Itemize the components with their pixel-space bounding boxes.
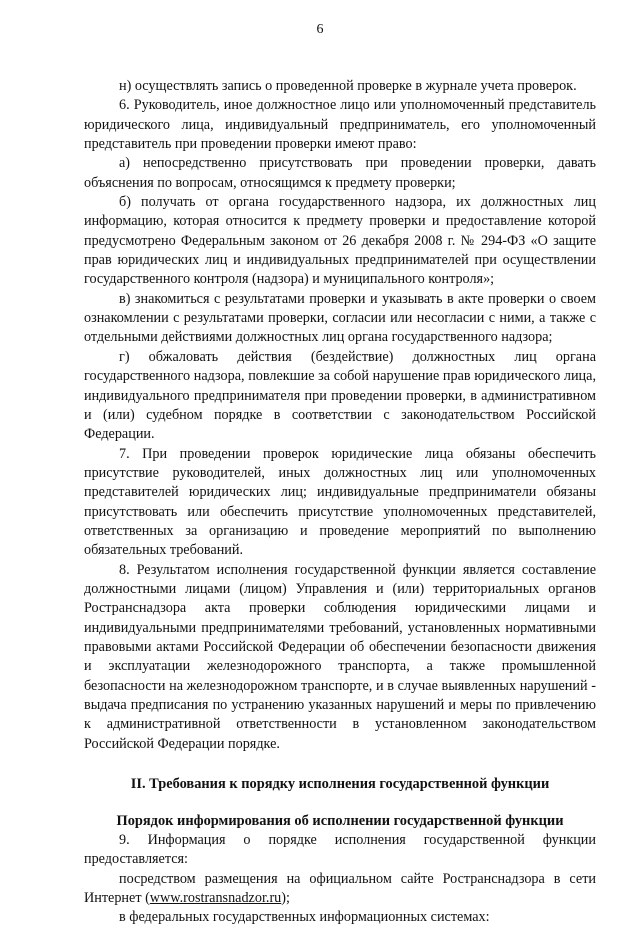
website-text-suffix: );: [281, 890, 290, 907]
paragraph-9-item-federal-systems: в федеральных государственных информационных системах:: [119, 909, 490, 926]
document-body: [84, 77, 596, 928]
paragraph-5n: н) осуществлять запись о проведенной проверке в журнале учета проверок.: [119, 78, 577, 94]
paragraph-7: 7. При проведении проверок юридические лица обязаны обеспечить присутствие руководителей, иных должностных лиц или уполномоченных представителей юридических лиц; индивидуальные предприниматели обязаны присутствовать или обеспечить присутствие уполномоченных представителей, ответственных за организацию и проведение мероприятий по выполнению обязательных требований.: [84, 445, 596, 559]
paragraph-6: 6. Руководитель, иное должностное лицо или уполномоченный представитель юридического лица, индивидуальный предприниматель, его уполномоченный представитель при проведении проверки имеют право:: [84, 97, 596, 153]
paragraph-6b: б) получать от органа государственного надзора, их должностных лиц информацию, которая относится к предмету проверки и предоставление которой предусмотрено Федеральным законом от 26 декабря 2008 г. № 294-ФЗ «О защите прав юридических лиц и индивидуальных предпринимателей при осуществлении государственного контроля (надзора) и муниципального контроля»;: [84, 194, 596, 288]
page-number: 6: [316, 22, 324, 37]
paragraph-6a: а) непосредственно присутствовать при проведении проверки, давать объяснения по вопросам, относящимся к предмету проверки;: [84, 155, 596, 191]
paragraph-8: 8. Результатом исполнения государственной функции является составление должностными лицами (лицом) Управления и (или) территориальных органов Ространснадзора акта проверки соблюдения юридическими лицами и индивидуальными предпринимателями требований, установленных нормативными правовыми актами Российской Федерации об обеспечении безопасности движения и эксплуатации железнодорожного транспорта, а также промышленной безопасности на железнодорожном транспорте, и в случае выявленных нарушений - выдача предписания по устранению указанных нарушений и меры по привлечению к административной ответственности в установленном законодательством Российской Федерации порядке.: [84, 561, 596, 752]
paragraph-6g: г) обжаловать действия (бездействие) должностных лиц органа государственного надзора, повлекшие за собой нарушение прав юридического лица, индивидуального предпринимателя при проведении проверки, в административном и (или) судебном порядке в соответствии с законодательством Российской Федерации.: [84, 348, 596, 443]
website-text-prefix: посредством размещения на официальном сайте Ространснадзора в сети Интернет (: [84, 870, 596, 907]
paragraph-6v: в) знакомиться с результатами проверки и указывать в акте проверки о своем ознакомлении с результатами проверки, согласии или несогласии с ними, а также с отдельными действиями должностных лиц органа государственного надзора;: [84, 290, 596, 346]
section-heading: II. Требования к порядку исполнения государственной функции: [130, 776, 550, 793]
subsection-heading: Порядок информирования об исполнении государственной функции: [116, 813, 564, 830]
rostransnadzor-website-link[interactable]: www.rostransnadzor.ru: [149, 890, 282, 907]
paragraph-9-item-website: [84, 870, 596, 909]
paragraph-9: 9. Информация о порядке исполнения государственной функции предоставляется:: [84, 832, 596, 868]
